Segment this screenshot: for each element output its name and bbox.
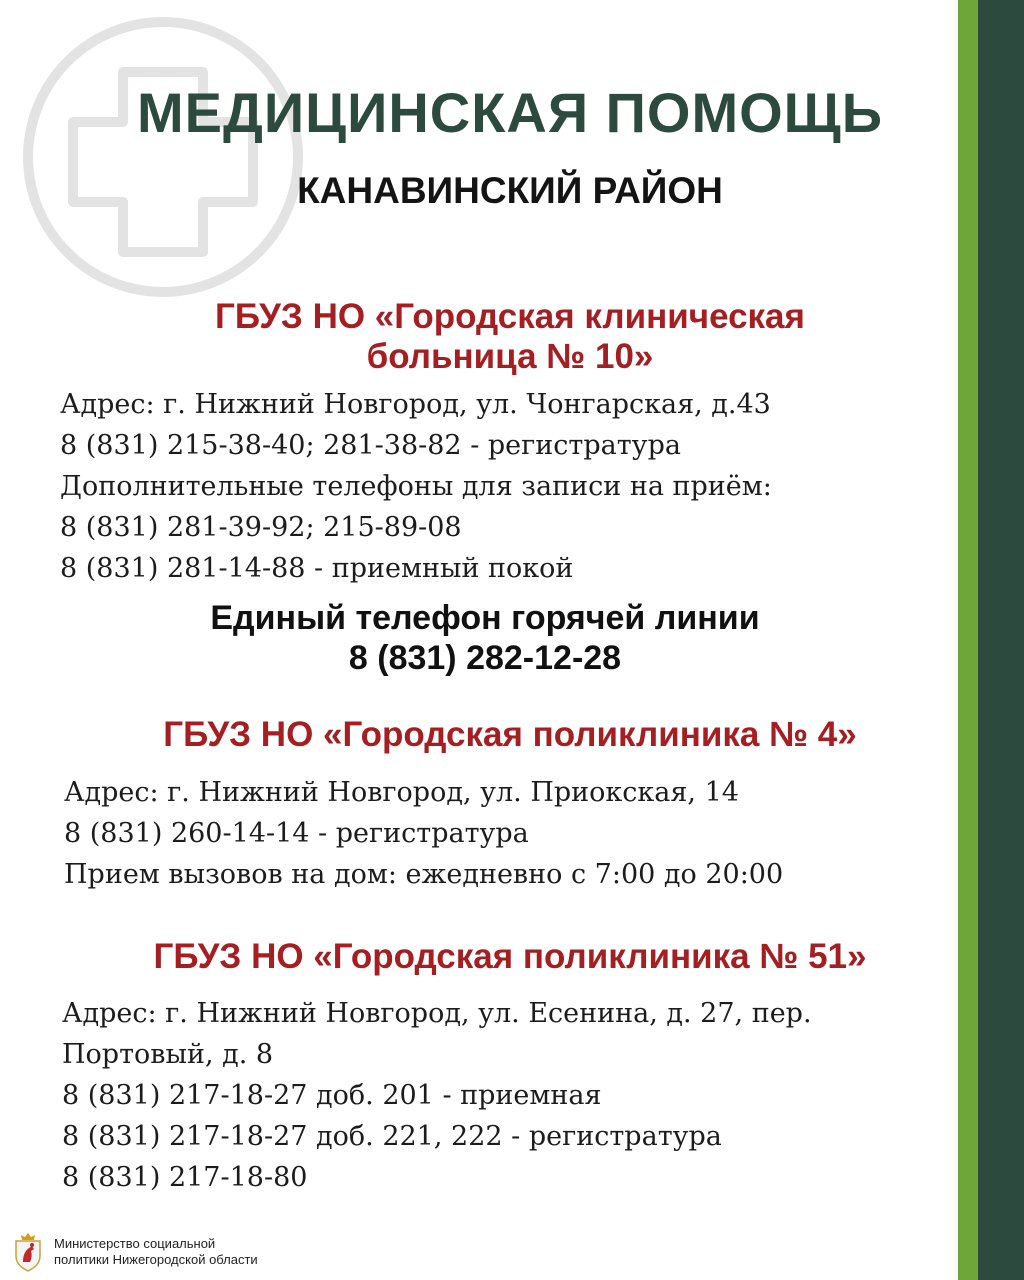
org-title-line: больница № 10» (366, 337, 654, 376)
ministry-line: политики Нижегородской области (54, 1252, 258, 1267)
side-stripe-light (958, 0, 978, 1280)
address-line: Адрес: г. Нижний Новгород, ул. Чонгарская, д.43 (60, 389, 771, 420)
org-info-clinic-4 (64, 772, 944, 895)
address-line: Адрес: г. Нижний Новгород, ул. Приокская, 14 (64, 777, 739, 808)
phone-line: 8 (831) 215-38-40; 281-38-82 - регистратура (60, 430, 681, 461)
address-line: Адрес: г. Нижний Новгород, ул. Есенина, д. 27, пер. (62, 998, 812, 1029)
phone-line: 8 (831) 281-14-88 - приемный покой (60, 553, 574, 584)
phone-line: 8 (831) 281-39-92; 215-89-08 (60, 512, 462, 543)
info-line: Дополнительные телефоны для записи на приём: (60, 471, 772, 502)
page-title: МЕДИЦИНСКАЯ ПОМОЩЬ (137, 81, 883, 144)
district-subtitle: КАНАВИНСКИЙ РАЙОН (297, 170, 723, 211)
address-line: Портовый, д. 8 (62, 1039, 274, 1070)
phone-line: 8 (831) 217-18-27 доб. 221, 222 - регистратура (62, 1121, 722, 1152)
org-title-line: ГБУЗ НО «Городская клиническая (215, 297, 805, 336)
org-info-clinic-51 (62, 993, 942, 1198)
org-title-hospital-10 (130, 297, 890, 377)
side-stripe-dark (978, 0, 1024, 1280)
phone-line: 8 (831) 260-14-14 - регистратура (64, 818, 529, 849)
coat-of-arms-icon (10, 1232, 46, 1272)
org-title-clinic-51: ГБУЗ НО «Городская поликлиника № 51» (153, 937, 867, 976)
phone-line: 8 (831) 217-18-80 (62, 1162, 308, 1193)
org-info-hospital-10 (60, 384, 940, 589)
org-title-clinic-4: ГБУЗ НО «Городская поликлиника № 4» (163, 715, 857, 754)
footer (10, 1232, 258, 1272)
ministry-line: Министерство социальной (54, 1236, 216, 1251)
hotline-label: Единый телефон горячей линии (210, 599, 760, 637)
medical-cross-icon (18, 12, 308, 302)
ministry-name (54, 1236, 258, 1268)
phone-line: 8 (831) 217-18-27 доб. 201 - приемная (62, 1080, 602, 1111)
info-line: Прием вызовов на дом: ежедневно с 7:00 до 20:00 (64, 859, 784, 890)
hotline-phone: 8 (831) 282-12-28 (348, 639, 622, 677)
hotline-block (100, 598, 870, 678)
